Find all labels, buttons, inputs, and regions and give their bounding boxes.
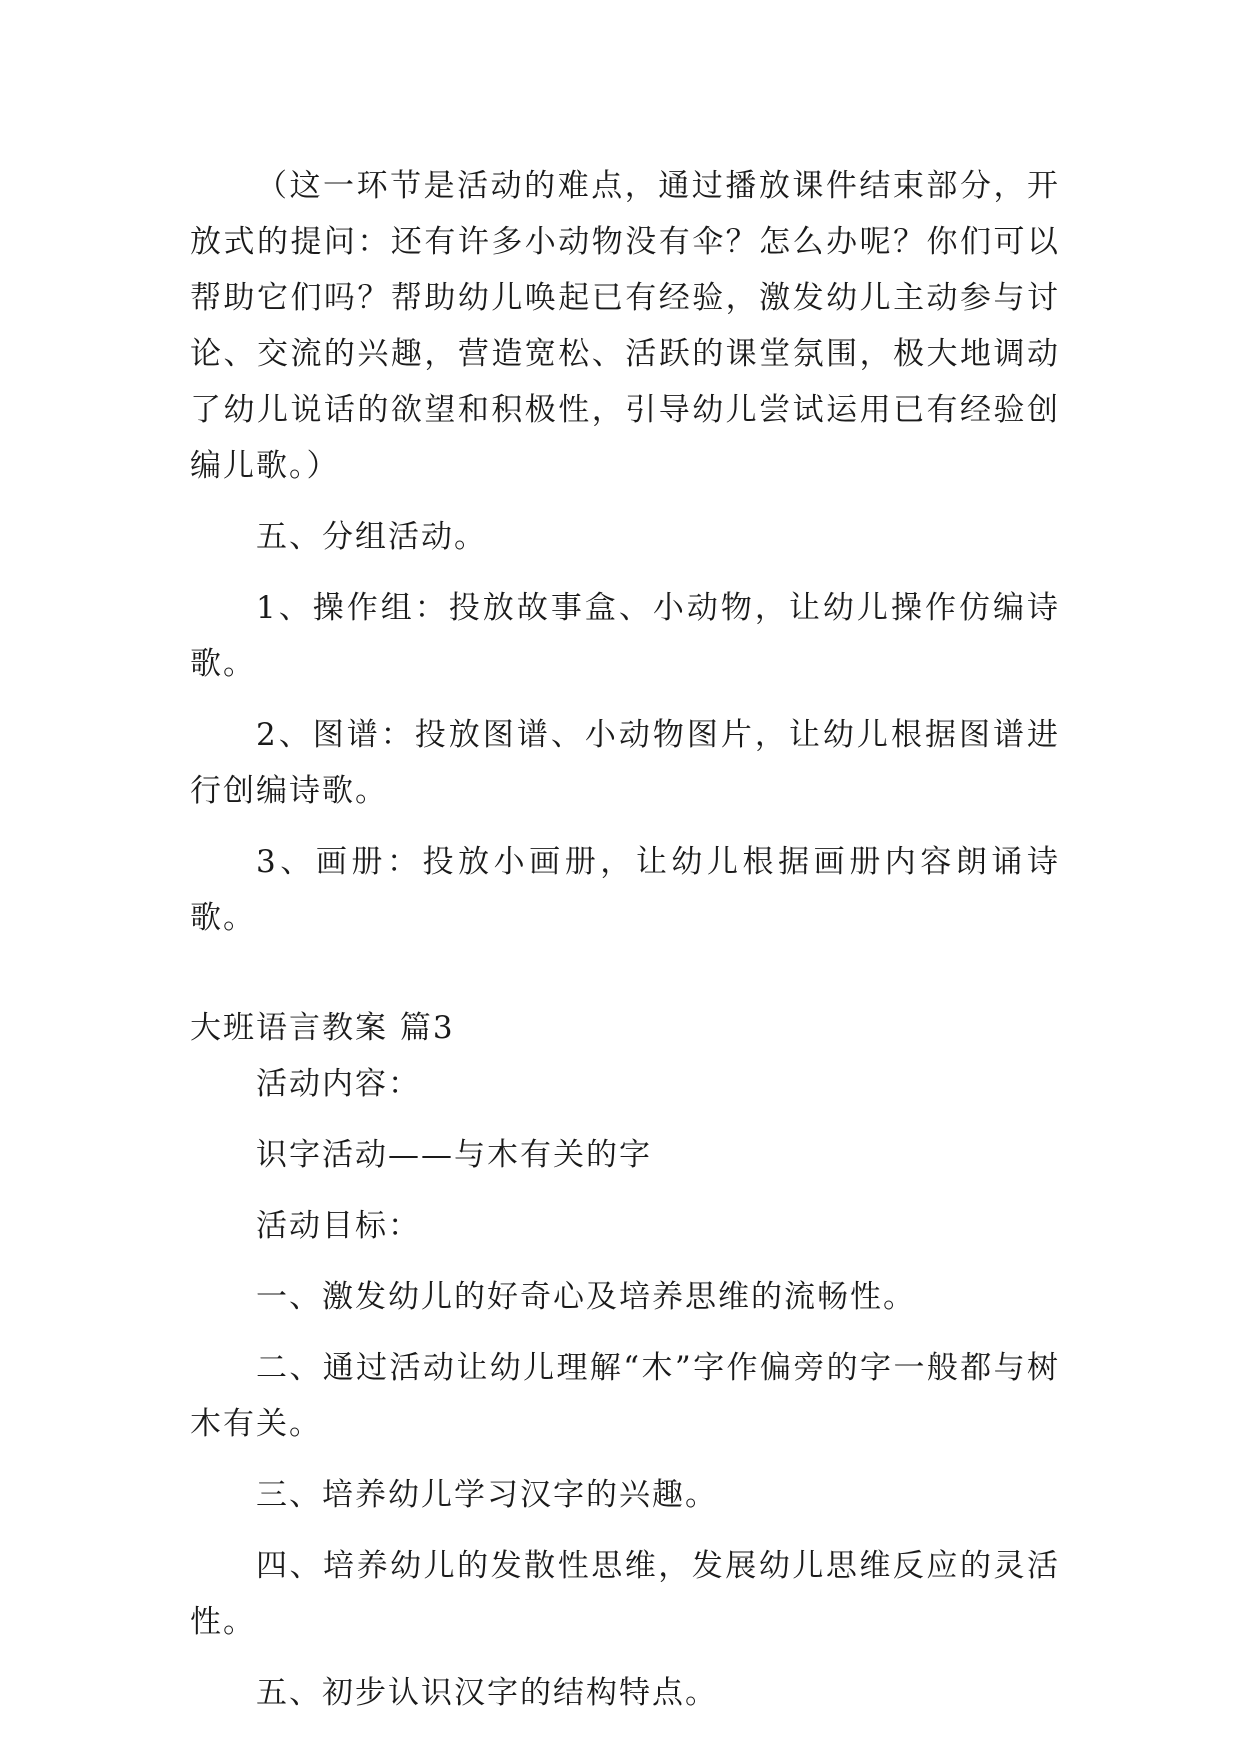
paragraph-goal-3: 三、培养幼儿学习汉字的兴趣。	[256, 1477, 718, 1513]
paragraph-activity-goal-label: 活动目标：	[256, 1208, 421, 1244]
paragraph-goal-2: 二、通过活动让幼儿理解“木”字作偏旁的字一般都与树木有关。	[190, 1350, 1060, 1442]
paragraph-difficulty-note: （这一环节是活动的难点，通过播放课件结束部分，开放式的提问：还有许多小动物没有伞？怎么办呢？你们可以帮助它们吗？帮助幼儿唤起已有经验，激发幼儿主动参与讨论、交流的兴趣，营造宽松、活跃的课堂氛围，极大地调动了幼儿说话的欲望和积极性，引导幼儿尝试运用已有经验创编儿歌。）	[190, 168, 1060, 484]
section-title: 大班语言教案 篇3	[190, 1010, 455, 1046]
paragraph-goal-4: 四、培养幼儿的发散性思维，发展幼儿思维反应的灵活性。	[190, 1548, 1060, 1640]
paragraph-goal-5: 五、初步认识汉字的结构特点。	[256, 1675, 718, 1711]
paragraph-group-activity: 五、分组活动。	[256, 519, 487, 555]
document-body	[190, 158, 1060, 1736]
paragraph-activity-content: 识字活动——与木有关的字	[256, 1137, 652, 1173]
paragraph-operation-group: 1、操作组：投放故事盒、小动物，让幼儿操作仿编诗歌。	[190, 590, 1060, 682]
paragraph-activity-content-label: 活动内容：	[256, 1066, 421, 1102]
section-gap	[190, 961, 1060, 1000]
paragraph-goal-1: 一、激发幼儿的好奇心及培养思维的流畅性。	[256, 1279, 916, 1315]
paragraph-album-group: 3、画册：投放小画册，让幼儿根据画册内容朗诵诗歌。	[190, 844, 1060, 936]
paragraph-chart-group: 2、图谱：投放图谱、小动物图片，让幼儿根据图谱进行创编诗歌。	[190, 717, 1060, 809]
